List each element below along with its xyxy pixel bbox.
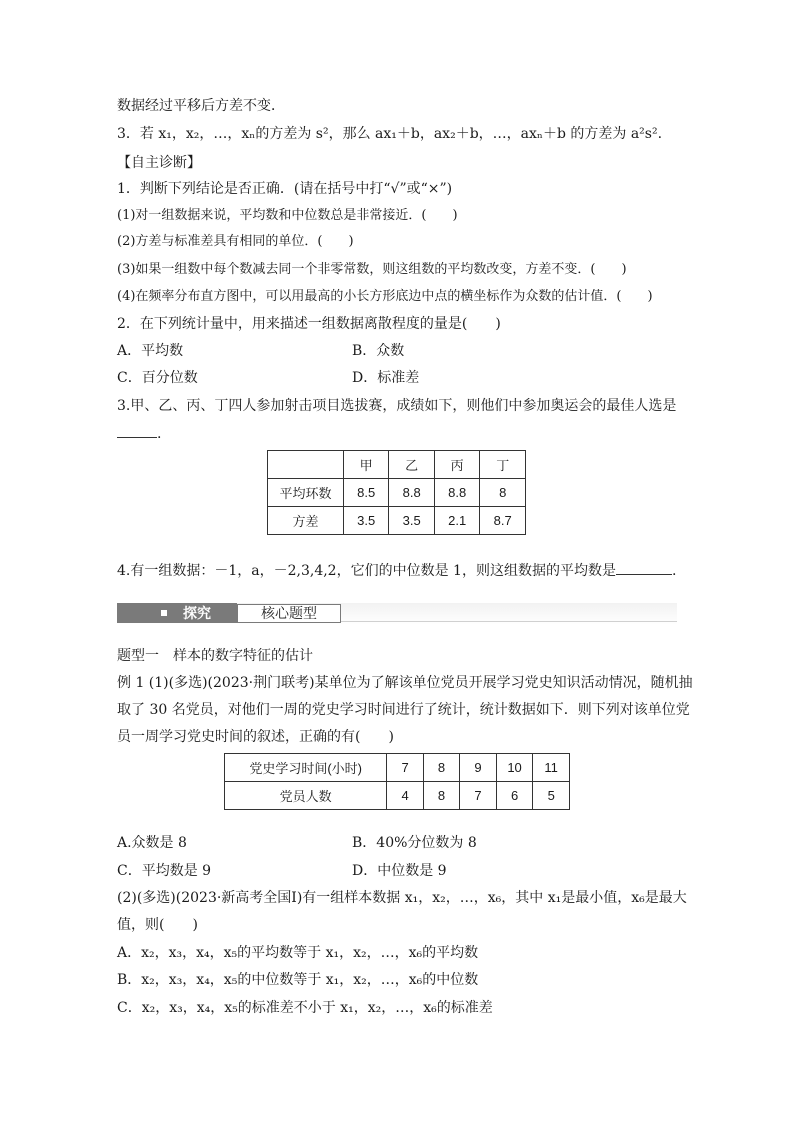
ex1-option-a: A.众数是 8 xyxy=(117,835,187,851)
ex1-2-option-c: C．x₂，x₃，x₄，x₅的标准差不小于 x₁，x₂，…，x₆的标准差 xyxy=(117,1000,493,1016)
table-cell: 8.5 xyxy=(343,479,389,507)
ex1-2-option-b: B．x₂，x₃，x₄，x₅的中位数等于 x₁，x₂，…，x₆的中位数 xyxy=(117,972,479,988)
q2-option-b: B．众数 xyxy=(352,343,405,359)
table-cell: 平均环数 xyxy=(268,479,344,507)
q2-option-d: D．标准差 xyxy=(352,370,420,386)
table-cell: 8 xyxy=(423,782,459,810)
section-tag-label: 探究 xyxy=(183,605,211,621)
ex1-option-b: B．40%分位数为 8 xyxy=(352,835,477,851)
table-cell: 8.7 xyxy=(480,507,526,535)
section-banner xyxy=(117,603,677,625)
table-cell: 方差 xyxy=(268,507,344,535)
table-row xyxy=(268,451,526,479)
ex1-2-line: (2)(多选)(2023·新高考全国Ⅰ)有一组样本数据 x₁，x₂，…，x₆，其中 x₁是最小值，x₆是最大 xyxy=(117,890,687,906)
table-cell: 8.8 xyxy=(434,479,480,507)
q3-answer-line xyxy=(117,423,161,444)
q2-option-c: C．百分位数 xyxy=(117,370,198,386)
answer-blank[interactable] xyxy=(616,560,672,575)
ex1-line: 取了 30 名党员，对他们一周的党史学习时间进行了统计，统计数据如下．则下列对该单位党 xyxy=(117,702,690,718)
q4-tail: . xyxy=(671,563,677,579)
table-cell: 乙 xyxy=(389,451,435,479)
self-check-heading: 【自主诊断】 xyxy=(117,154,201,170)
q1-item: (3)如果一组数中每个数减去同一个非零常数，则这组数的平均数改变，方差不变．( ) xyxy=(117,262,627,277)
table-cell xyxy=(268,451,344,479)
table-cell: 8 xyxy=(423,754,459,782)
divider xyxy=(341,621,677,622)
table-row xyxy=(225,754,570,782)
table-cell: 11 xyxy=(533,754,570,782)
table-cell: 党员人数 xyxy=(225,782,387,810)
table-cell: 党史学习时间(小时) xyxy=(225,754,387,782)
table-cell: 9 xyxy=(460,754,496,782)
q2-stem: 2．在下列统计量中，用来描述一组数据离散程度的量是( ) xyxy=(117,316,501,332)
q1-item: (2)方差与标准差具有相同的单位．( ) xyxy=(117,234,354,249)
q1-stem: 1．判断下列结论是否正确．(请在括号中打“√”或“×”) xyxy=(117,181,453,197)
table-cell: 5 xyxy=(533,782,570,810)
table-row xyxy=(268,479,526,507)
table-cell: 甲 xyxy=(343,451,389,479)
q3-stem: 3.甲、乙、丙、丁四人参加射击项目选拔赛，成绩如下，则他们中参加奥运会的最佳人选是 xyxy=(117,398,677,414)
table-cell: 10 xyxy=(496,754,533,782)
ex1-2-line: 值，则( ) xyxy=(117,917,198,933)
intro-tail: 数据经过平移后方差不变． xyxy=(117,98,285,114)
table-cell: 3.5 xyxy=(389,507,435,535)
table-cell: 7 xyxy=(387,754,423,782)
q2-option-a: A．平均数 xyxy=(117,343,184,359)
q4-stem: 4.有一组数据：－1，a，－2,3,4,2，它们的中位数是 1，则这组数据的平均数是 xyxy=(117,563,616,579)
table-cell: 3.5 xyxy=(343,507,389,535)
section-title: 核心题型 xyxy=(237,604,341,623)
q1-item: (4)在频率分布直方图中，可以用最高的小长方形底边中点的横坐标作为众数的估计值．( ) xyxy=(117,289,653,304)
section-tag xyxy=(117,603,237,623)
shooting-table xyxy=(267,450,526,535)
square-bullet-icon xyxy=(161,610,167,616)
study-time-table xyxy=(224,753,570,810)
table-cell: 6 xyxy=(496,782,533,810)
ex1-option-d: D．中位数是 9 xyxy=(352,863,447,879)
table-row xyxy=(268,507,526,535)
answer-blank[interactable] xyxy=(117,423,157,438)
q4-line xyxy=(117,560,676,581)
table-cell: 8.8 xyxy=(389,479,435,507)
table-row xyxy=(225,782,570,810)
table-cell: 7 xyxy=(460,782,496,810)
table-cell: 4 xyxy=(387,782,423,810)
table-cell: 2.1 xyxy=(434,507,480,535)
q3-tail: . xyxy=(157,426,162,442)
type1-heading: 题型一 样本的数字特征的估计 xyxy=(117,647,313,663)
ex1-line: 例 1 (1)(多选)(2023·荆门联考)某单位为了解该单位党员开展学习党史知识活动情况，随机抽 xyxy=(117,675,693,691)
table-cell: 丙 xyxy=(434,451,480,479)
table-cell: 丁 xyxy=(480,451,526,479)
q1-item: (1)对一组数据来说，平均数和中位数总是非常接近．( ) xyxy=(117,208,458,223)
ex1-option-c: C．平均数是 9 xyxy=(117,863,212,879)
ex1-line: 员一周学习党史时间的叙述，正确的有( ) xyxy=(117,729,394,745)
table-cell: 8 xyxy=(480,479,526,507)
point-3: 3．若 x₁，x₂，…，xₙ的方差为 s²，那么 ax₁＋b，ax₂＋b，…，axₙ＋b 的方差为 a²s². xyxy=(117,126,663,142)
ex1-2-option-a: A．x₂，x₃，x₄，x₅的平均数等于 x₁，x₂，…，x₆的平均数 xyxy=(117,945,479,961)
